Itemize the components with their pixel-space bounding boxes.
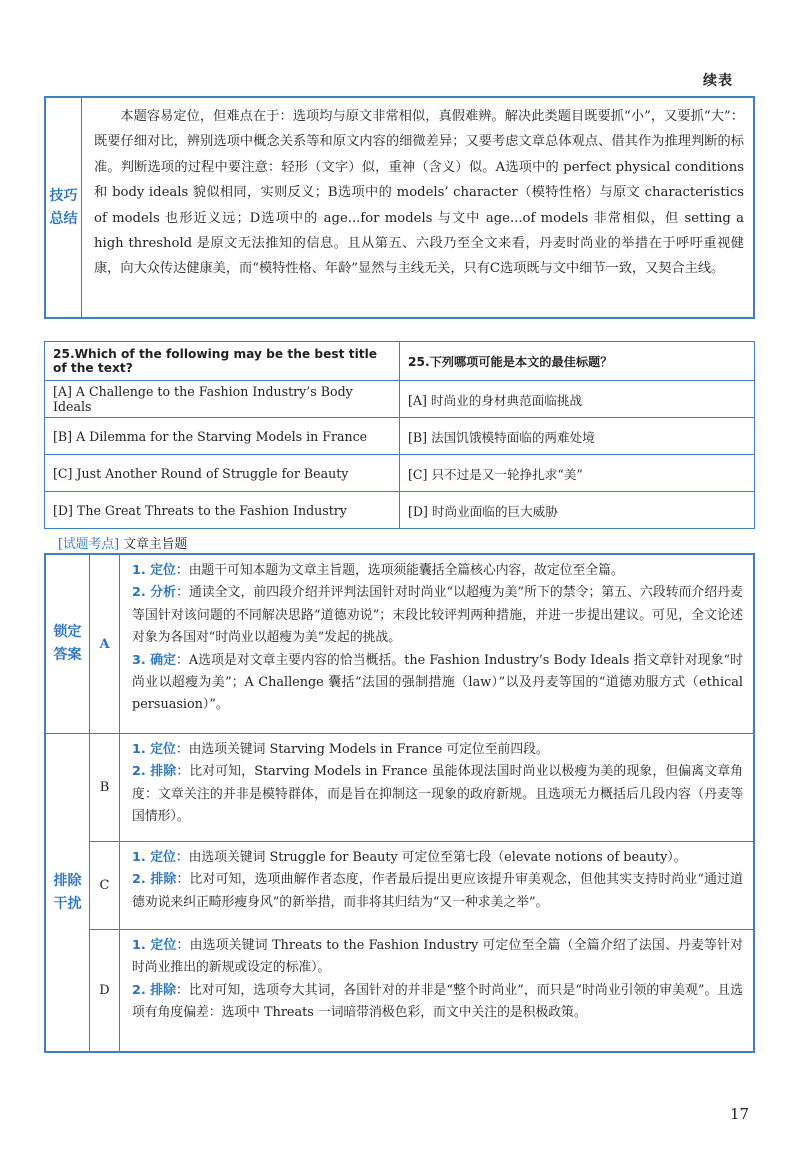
kw-exclude: 2. 排除 [132,982,177,998]
item-text: ：通读全文，前四段介绍并评判法国针对时尚业“以超瘦为美”所下的禁令；第五、六段转而介绍丹麦等国针对该问题的不同解决思路“道德劝说”；末段比较评判两种措施，并进一步提出建议。可见，全文论述对象为各国对“时尚业以超瘦为美”发起的挑战。 [132,585,743,646]
question-stem-zh: 25.下列哪项可能是本文的最佳标题？ [400,342,755,381]
tips-label-line1: 技巧 [49,187,78,204]
kw-confirm: 3. 确定 [132,652,177,668]
item-text: ：比对可知，选项夸大其词，各国针对的并非是“整个时尚业”，而只是“时尚业引领的审美观”。且选项有角度偏差：选项中 Threats 一词暗带消极色彩，而文中关注的是积极政策。 [132,982,743,1021]
kw-locate: 1. 定位 [132,742,176,757]
item-text: ：由选项关键词 Struggle for Beauty 可定位至第七段（elevate notions of beauty）。 [175,850,687,865]
tips-box [44,96,755,319]
option-letter-d: D [90,930,120,1051]
page-number: 17 [730,1105,750,1123]
lock-label-line2: 答案 [53,647,82,663]
topic-label: [试题考点] [58,537,120,552]
question-stem-row [45,342,755,381]
kw-locate: 1. 定位 [132,563,176,578]
option-letter-c: C [90,842,120,930]
option-row [45,455,755,492]
lock-answer-label [46,555,90,734]
option-zh: [A] 时尚业的身材典范面临挑战 [400,381,755,418]
answer-text-b [120,734,753,842]
item-text: ：比对可知，Starving Models in France 虽能体现法国时尚业以极瘦为美的现象，但偏离文章角度：文章关注的并非是模特群体，而是旨在抑制这一现象的政府新规。且选项无力概括后几段内容（丹麦等国情形）。 [132,764,743,825]
option-en: [C] Just Another Round of Struggle for Beauty [45,455,400,492]
kw-exclude: 2. 排除 [132,872,177,888]
lock-label-line1: 锁定 [53,624,82,640]
tips-label-line2: 总结 [49,210,78,227]
option-zh: [D] 时尚业面临的巨大威胁 [400,492,755,529]
option-row [45,381,755,418]
answer-text-c [120,842,753,930]
kw-analyze: 2. 分析 [132,585,177,601]
tips-paragraph: 本题容易定位，但难点在于：选项均与原文非常相似，真假难辨。解决此类题目既要抓“小”，又要抓“大”：既要仔细对比，辨别选项中概念关系等和原文内容的细微差异；又要考虑文章总体观点、借其作为推理判断的标准。判断选项的过程中要注意：轻形（文字）似，重神（含义）似。A选项中的 perfect physical conditions 和 body ideals 貌似相同，实则反义；B选项中的 models’ character（模特性格）与原文 characteristics of models 也形近义远；D选项中的 age...for models 与文中 age...of models 非常相似，但 setting a high threshold 是原文无法推知的信息。且从第五、六段乃至全文来看，丹麦时尚业的举措在于呼吁重视健康，向大众传达健康美，而“模特性格、年龄”显然与主线无关，只有C选项既与文中细节一致，又契合主线。 [94,109,744,277]
answer-text-d [120,930,753,1051]
continued-label: 续表 [703,73,733,89]
item-text: ：比对可知，选项曲解作者态度，作者最后提出更应该提升审美观念，但他其实支持时尚业“通过道德劝说来纠正畸形瘦身风”的新举措，而非将其归结为“又一种求美之举”。 [132,872,743,910]
topic-line [58,533,187,552]
item-text: ：由选项关键词 Starving Models in France 可定位至前四段。 [175,742,549,757]
topic-value: 文章主旨题 [123,537,188,552]
option-zh: [B] 法国饥饿模特面临的两难处境 [400,418,755,455]
option-row [45,492,755,529]
kw-locate: 1. 定位 [132,850,176,865]
item-text: ：由题干可知本题为文章主旨题，选项须能囊括全篇核心内容，故定位至全篇。 [175,563,624,578]
option-letter-b: B [90,734,120,842]
question-table [44,341,755,529]
exclude-label-line1: 排除 [53,872,82,889]
kw-locate: 1. 定位 [132,938,177,953]
question-stem-en: 25.Which of the following may be the best title of the text? [45,342,400,381]
answer-text-a [120,555,753,734]
exclude-label-line2: 干扰 [53,895,82,912]
option-row [45,418,755,455]
question-table-wrap [44,341,755,529]
tips-label [46,98,82,317]
exclude-label [46,734,90,1051]
item-text: ：A选项是对文章主要内容的恰当概括。the Fashion Industry’s Body Ideals 指文章针对现象“时尚业以超瘦为美”；A Challenge 囊括“法国的强制措施（law）”以及丹麦等国的“道德劝服方式（ethical persuasion）”。 [132,652,743,713]
kw-exclude: 2. 排除 [132,764,177,780]
item-text: ：由选项关键词 Threats to the Fashion Industry 可定位至全篇（全篇介绍了法国、丹麦等针对时尚业推出的新规或设定的标准）。 [132,938,743,976]
option-en: [A] A Challenge to the Fashion Industry’s Body Ideals [45,381,400,418]
option-en: [B] A Dilemma for the Starving Models in France [45,418,400,455]
option-letter-a: A [90,555,120,734]
option-zh: [C] 只不过是又一轮挣扎求“美” [400,455,755,492]
answer-box [44,553,755,1053]
option-en: [D] The Great Threats to the Fashion Industry [45,492,400,529]
